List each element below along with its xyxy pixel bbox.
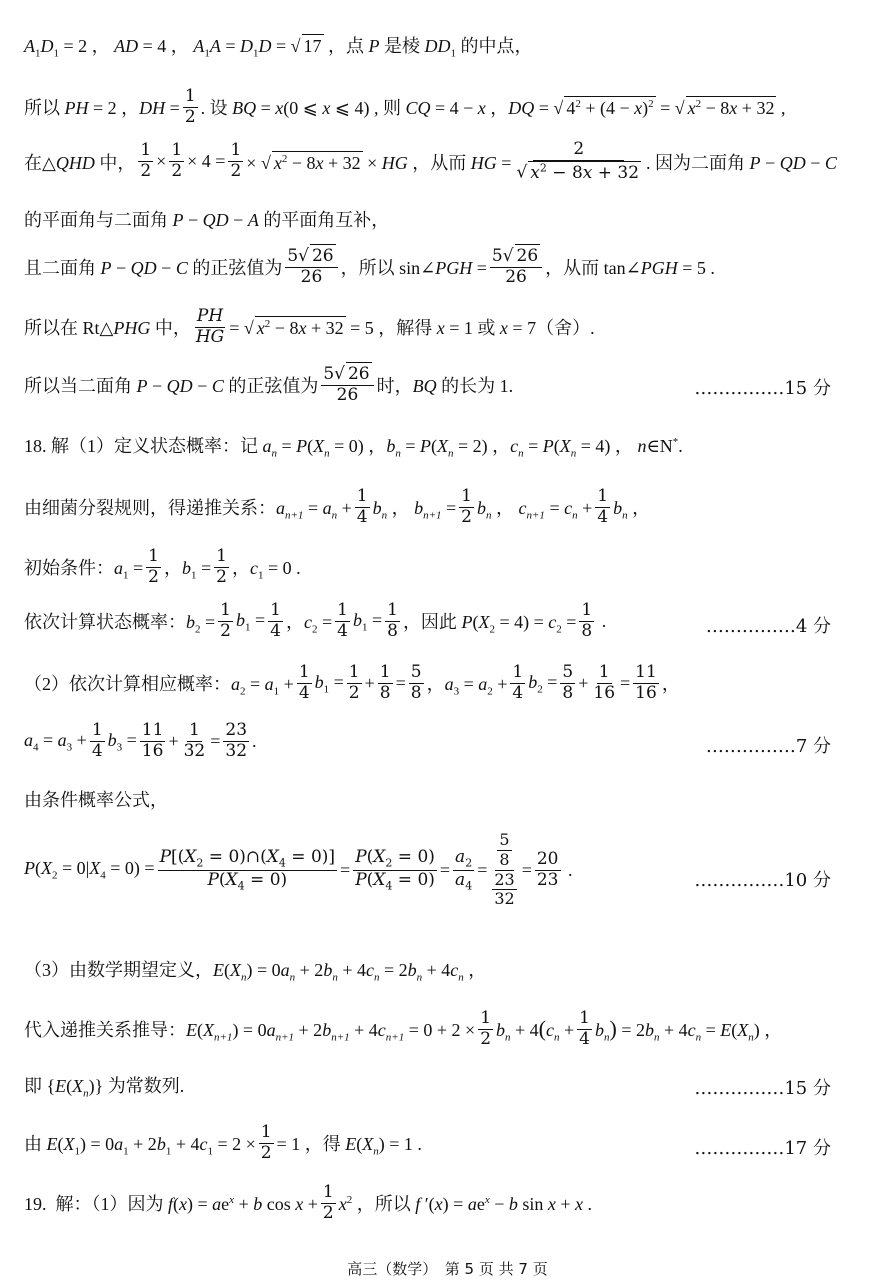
line-5: 且二面角 P − QD − C 的正弦值为 $\frac{5√ 26}{26}$ ，所以 sin∠PGH = $\frac{5√ 26}{26}$ ，从而 tan∠PGH = 5 . (24, 246, 715, 287)
line-6: 所以在 Rt△PHG 中， $\frac{PH}{HG}$ = √ $x^2 - 8x + 32 = 5$ ，解得 x = 1 或 x = 7（舍）. (24, 306, 595, 347)
line-19: 由 $E(X_1) = 0a_1 + 2b_1 + 4c_1 = 2$ × $\frac{1}{2}$ = 1 ，得 $E(X_n) = 1$ . (24, 1122, 422, 1163)
line-12: （2）依次计算相应概率：$a_2 = a_1$ + $\frac{1}{4}$ $b_1$ = $\frac{1}{2}$ + $\frac{1}{8}$ = $\frac{5}{8}$ ，$a_3 = a_2$ + $\frac{1}{4}$ $b_2$ = $\frac{5}{8}$ + $\frac{1}{16}$ = $\frac{11}{16}$ ， (24, 662, 680, 703)
line-2: 所以 PH = 2 ，DH = $\frac{1}{2}$ . 设 BQ = x(0 ⩽ x ⩽ 4) , 则 CQ = 4 − x ，DQ = √ $4^2 + (4 - x)^2$ = √ $x^2 - 8x + 32$ , (24, 86, 786, 127)
score-10: ……………10 分 (694, 870, 831, 891)
line-4: 的平面角与二面角 P − QD − A 的平面角互补， (24, 210, 390, 230)
line-10: 初始条件：$a_1$ = $\frac{1}{2}$ ，$b_1$ = $\frac{1}{2}$ ，$c_1 = 0$ . (24, 546, 301, 587)
score-15-b: ……………15 分 (694, 1078, 831, 1099)
line-13: $a_4 = a_3$ + $\frac{1}{4}$ $b_3$ = $\frac{11}{16}$ + $\frac{1}{32}$ = $\frac{23}{32}$ . (24, 720, 257, 761)
score-17: ……………17 分 (694, 1138, 831, 1159)
line-17: 代入递推关系推导：$E(X_{n+1}) = 0a_{n+1} + 2b_{n+1} + 4c_{n+1} = 0 + 2$ × $\frac{1}{2}$ $b_n + 4(c_n$ + $\frac{1}{4}$ $b_n) = 2b_n + 4c_n = E(X_n)$ ， (24, 1008, 783, 1049)
line-16: （3）由数学期望定义，$E(X_n) = 0a_n + 2b_n + 4c_n = 2b_n + 4c_n$ ， (24, 960, 487, 984)
line-11: 依次计算状态概率：$b_2$ = $\frac{1}{2}$ $b_1$ = $\frac{1}{4}$ ，$c_2$ = $\frac{1}{4}$ $b_1$ = $\frac{1}{8}$ ，因此 $P(X_2 = 4) = c_2$ = $\frac{1}{8}$ . (24, 600, 607, 641)
score-4: ……………4 分 (705, 616, 831, 637)
line-1 (24, 32, 533, 60)
math-text: $A_1D_1 = 2$ ， AD = 4 ， $A_1A = D_1D$ = √ 17 ，点 P 是棱 $DD_1$ 的中点， (24, 36, 533, 60)
line-3: 在△QHD 中， $\frac{1}{2}$ × $\frac{1}{2}$ × 4 = $\frac{1}{2}$ × √ $x^2 - 8x + 32$ × HG ，从而 HG = $\frac{2}{√ x^2 - 8x + 32}$ . 因为二面角 P − QD − C (24, 139, 837, 183)
line-20: 19. 解：（1）因为 $f(x) = ae^x + b$ cos x + $\frac{1}{2}$ $x^2$ ，所以 f $'(x) = ae^x - b$ sin x + x . (24, 1182, 593, 1223)
line-8: 18. 解（1）定义状态概率：记 $a_n = P(X_n = 0)$ ，$b_n = P(X_n = 2)$ ，$c_n = P(X_n = 4)$ ， n∈N*. (24, 436, 683, 460)
fraction: $\frac{1}{2}$ (184, 86, 196, 127)
page-footer: 高三（数学） 第 5 页 共 7 页 (347, 1260, 548, 1278)
line-14: 由条件概率公式， (24, 790, 168, 810)
line-18: 即 $\{E(X_n)\}$ 为常数列. (24, 1076, 185, 1100)
score-15-a: ……………15 分 (694, 378, 831, 399)
line-15: $P(X_2 = 0|X_4 = 0)$ = $\frac{P[(X_2 = 0)\cap(X_4 = 0)]}{P(X_4 = 0)}$ = $\frac{P(X_2 = 0)}{P(X_4 = 0)}$ = $\frac{a_2}{a_4}$ = $\frac{\frac{5}{8}}{\frac{23}{32}}$ = $\frac{20}{23}$ . (24, 830, 573, 909)
score-7: ……………7 分 (705, 736, 831, 757)
line-9: 由细菌分裂规则，得递推关系：$a_{n+1} = a_n$ + $\frac{1}{4}$ $b_n$ ， $b_{n+1}$ = $\frac{1}{2}$ $b_n$ ， $c_{n+1} = c_n$ + $\frac{1}{4}$ $b_n$ ， (24, 486, 651, 527)
line-7: 所以当二面角 P − QD − C 的正弦值为 $\frac{5√ 26}{26}$ 时，BQ 的长为 1. (24, 364, 514, 405)
